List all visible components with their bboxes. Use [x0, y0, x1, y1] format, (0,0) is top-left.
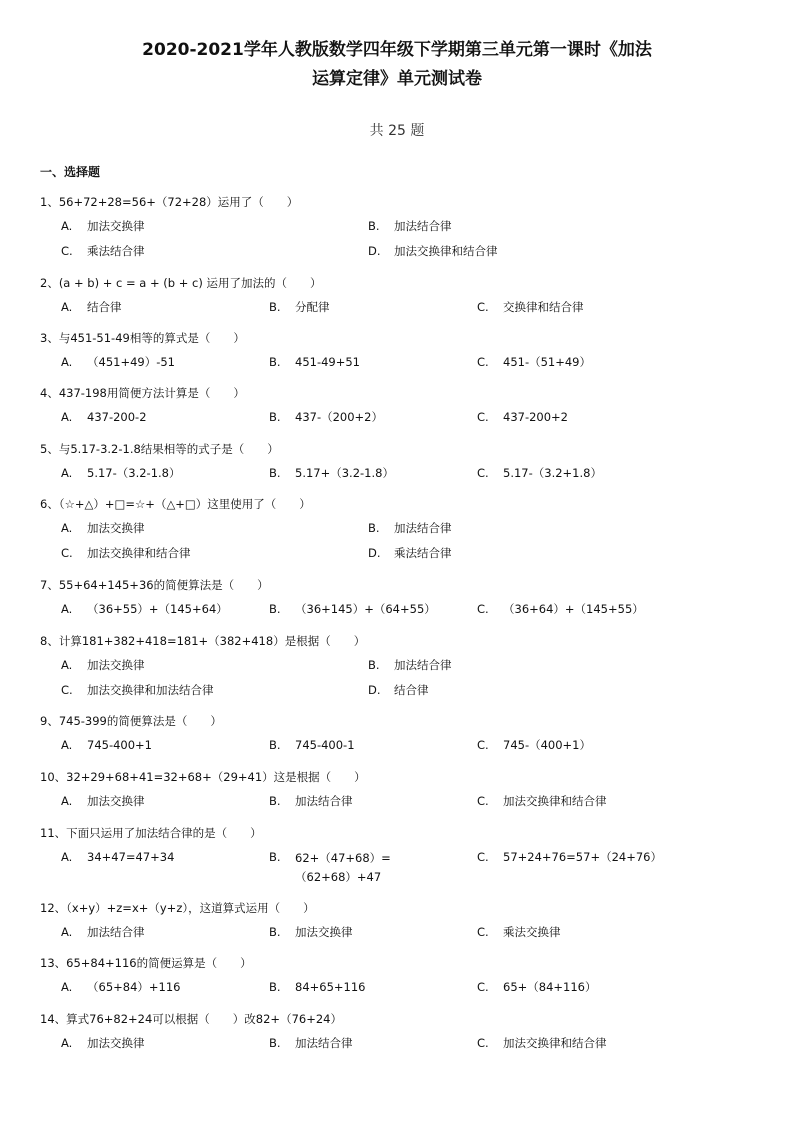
- answer-option[interactable]: [61, 1035, 145, 1051]
- option-label: B.: [269, 794, 281, 808]
- option-label: B.: [269, 850, 281, 864]
- option-label: B.: [269, 738, 281, 752]
- option-label: A.: [61, 850, 73, 864]
- answer-option[interactable]: [477, 601, 644, 617]
- question-stem: 13、65+84+116的简便运算是（ ）: [40, 956, 252, 970]
- question-count: 共 25 题: [369, 123, 425, 139]
- option-label: B.: [269, 925, 281, 939]
- option-label: C.: [477, 925, 489, 939]
- answer-option[interactable]: [477, 299, 584, 315]
- option-text: 乘法结合律: [87, 244, 145, 258]
- option-label: C.: [477, 850, 489, 864]
- answer-option[interactable]: [477, 849, 662, 865]
- answer-option[interactable]: [61, 657, 145, 673]
- option-text: 加法结合律: [394, 219, 452, 233]
- answer-option[interactable]: [61, 354, 175, 370]
- answer-option[interactable]: [477, 465, 602, 481]
- option-label: B.: [269, 355, 281, 369]
- option-label: A.: [61, 355, 73, 369]
- option-text: 加法结合律: [394, 658, 452, 672]
- option-text: 加法交换律和结合律: [87, 546, 191, 560]
- option-label: A.: [61, 1036, 73, 1050]
- answer-option[interactable]: [61, 601, 228, 617]
- option-text: 5.17+（3.2-1.8）: [295, 466, 394, 480]
- answer-option[interactable]: [477, 409, 568, 425]
- answer-option[interactable]: [61, 924, 145, 940]
- option-label: B.: [368, 658, 380, 672]
- answer-option[interactable]: [368, 682, 429, 698]
- option-label: B.: [368, 219, 380, 233]
- option-label: A.: [61, 658, 73, 672]
- answer-option[interactable]: [61, 465, 180, 481]
- question-stem: 3、与451-51-49相等的算式是（ ）: [40, 331, 245, 345]
- option-text: 加法交换律和结合律: [394, 244, 498, 258]
- answer-option[interactable]: [269, 354, 360, 370]
- answer-option[interactable]: [477, 1035, 607, 1051]
- option-text: 451-（51+49）: [503, 355, 592, 369]
- option-text: 加法交换律和结合律: [503, 1036, 607, 1050]
- option-label: C.: [477, 794, 489, 808]
- answer-option[interactable]: [61, 979, 181, 995]
- option-text: 加法交换律: [87, 794, 145, 808]
- option-label: A.: [61, 300, 73, 314]
- option-text: 加法交换律和加法结合律: [87, 683, 214, 697]
- question-stem: 14、算式76+82+24可以根据（ ）改82+（76+24）: [40, 1012, 342, 1026]
- section-title: 一、选择题: [40, 165, 101, 179]
- option-label: B.: [368, 521, 380, 535]
- answer-option[interactable]: [477, 793, 607, 809]
- answer-option[interactable]: [269, 299, 330, 315]
- option-label: A.: [61, 466, 73, 480]
- option-text: 57+24+76=57+（24+76）: [503, 850, 662, 864]
- answer-option[interactable]: [477, 737, 591, 753]
- answer-option[interactable]: [61, 849, 174, 865]
- option-text: 437-200+2: [503, 410, 569, 424]
- question-stem: 9、745-399的简便算法是（ ）: [40, 714, 222, 728]
- answer-option[interactable]: [61, 520, 145, 536]
- answer-option[interactable]: [269, 793, 353, 809]
- option-text: 加法交换律: [87, 521, 145, 535]
- option-label: A.: [61, 794, 73, 808]
- option-text: 分配律: [295, 300, 330, 314]
- option-text: 加法结合律: [295, 1036, 353, 1050]
- option-label: C.: [477, 355, 489, 369]
- option-text: 34+47=47+34: [87, 850, 175, 864]
- question-stem: 2、(a + b) + c = a + (b + c) 运用了加法的（ ）: [40, 276, 322, 290]
- answer-option[interactable]: [61, 545, 191, 561]
- document-title: [60, 36, 734, 94]
- option-label: A.: [61, 410, 73, 424]
- question-stem: 12、（x+y）+z=x+（y+z），这道算式运用（ ）: [40, 901, 315, 915]
- option-text: （65+84）+116: [87, 980, 181, 994]
- option-label: C.: [477, 738, 489, 752]
- answer-option[interactable]: [368, 657, 452, 673]
- option-label: A.: [61, 602, 73, 616]
- title-line-2: 运算定律》单元测试卷: [312, 69, 482, 89]
- option-label: A.: [61, 219, 73, 233]
- option-text: （36+145）+（64+55）: [295, 602, 436, 616]
- question-stem: 7、55+64+145+36的简便算法是（ ）: [40, 578, 269, 592]
- answer-option[interactable]: [368, 243, 498, 259]
- option-label: C.: [477, 410, 489, 424]
- option-text: 加法结合律: [394, 521, 452, 535]
- option-text: 加法交换律: [87, 219, 145, 233]
- option-text: （451+49）-51: [87, 355, 176, 369]
- option-label: A.: [61, 521, 73, 535]
- option-label: C.: [477, 1036, 489, 1050]
- answer-option[interactable]: [61, 218, 145, 234]
- option-text: 745-400+1: [87, 738, 153, 752]
- option-text: 437-（200+2）: [295, 410, 384, 424]
- option-label: D.: [368, 244, 381, 258]
- option-text: 745-（400+1）: [503, 738, 592, 752]
- option-text: 交换律和结合律: [503, 300, 584, 314]
- answer-option[interactable]: [477, 924, 561, 940]
- option-text: 乘法结合律: [394, 546, 452, 560]
- answer-option[interactable]: [477, 979, 597, 995]
- option-label: C.: [477, 980, 489, 994]
- question-stem: 1、56+72+28=56+（72+28）运用了（ ）: [40, 195, 299, 209]
- option-label: B.: [269, 466, 281, 480]
- answer-option[interactable]: [269, 1035, 353, 1051]
- option-label: C.: [477, 602, 489, 616]
- option-text: 5.17-（3.2+1.8）: [503, 466, 602, 480]
- option-text: 5.17-（3.2-1.8）: [87, 466, 181, 480]
- option-label: C.: [61, 546, 73, 560]
- option-label: C.: [61, 244, 73, 258]
- option-text: 加法交换律: [87, 658, 145, 672]
- answer-option[interactable]: [368, 545, 452, 561]
- option-label: C.: [61, 683, 73, 697]
- option-text: （36+64）+（145+55）: [503, 602, 644, 616]
- option-text: 451-49+51: [295, 355, 361, 369]
- answer-option[interactable]: [368, 520, 452, 536]
- answer-option[interactable]: [269, 924, 353, 940]
- answer-option[interactable]: [61, 299, 122, 315]
- answer-option[interactable]: [61, 737, 152, 753]
- option-label: C.: [477, 300, 489, 314]
- option-text: 加法结合律: [87, 925, 145, 939]
- option-text: （36+55）+（145+64）: [87, 602, 228, 616]
- option-text: 62+（47+68）=（62+68）+47: [295, 851, 391, 884]
- option-text: 437-200-2: [87, 410, 147, 424]
- answer-option[interactable]: [61, 793, 145, 809]
- option-label: D.: [368, 683, 381, 697]
- answer-option[interactable]: [269, 465, 394, 481]
- option-label: B.: [269, 1036, 281, 1050]
- option-text: 65+（84+116）: [503, 980, 597, 994]
- answer-option[interactable]: [61, 409, 147, 425]
- option-text: 745-400-1: [295, 738, 355, 752]
- option-text: 结合律: [87, 300, 122, 314]
- option-label: B.: [269, 980, 281, 994]
- option-text: 加法交换律: [295, 925, 353, 939]
- option-text: 加法交换律和结合律: [503, 794, 607, 808]
- answer-option[interactable]: [477, 354, 591, 370]
- question-stem: 10、32+29+68+41=32+68+（29+41）这是根据（ ）: [40, 770, 366, 784]
- answer-option[interactable]: [269, 601, 436, 617]
- option-label: C.: [477, 466, 489, 480]
- option-text: 加法结合律: [295, 794, 353, 808]
- question-stem: 5、与5.17-3.2-1.8结果相等的式子是（ ）: [40, 442, 279, 456]
- question-stem: 4、437-198用简便方法计算是（ ）: [40, 386, 245, 400]
- option-text: 84+65+116: [295, 980, 366, 994]
- answer-option[interactable]: [61, 682, 214, 698]
- option-text: 乘法交换律: [503, 925, 561, 939]
- answer-option[interactable]: [269, 979, 366, 995]
- option-label: A.: [61, 738, 73, 752]
- answer-option[interactable]: [269, 409, 383, 425]
- option-label: A.: [61, 925, 73, 939]
- option-label: B.: [269, 300, 281, 314]
- answer-option[interactable]: [368, 218, 452, 234]
- answer-option[interactable]: [61, 243, 145, 259]
- option-text: 加法交换律: [87, 1036, 145, 1050]
- question-stem: 8、计算181+382+418=181+（382+418）是根据（ ）: [40, 634, 366, 648]
- question-stem: 6、（☆+△）+□=☆+（△+□）这里使用了（ ）: [40, 497, 311, 511]
- option-label: B.: [269, 410, 281, 424]
- title-line-1: 2020-2021学年人教版数学四年级下学期第三单元第一课时《加法: [142, 40, 652, 60]
- option-label: B.: [269, 602, 281, 616]
- answer-option[interactable]: [269, 849, 467, 887]
- option-text: 结合律: [394, 683, 429, 697]
- question-stem: 11、下面只运用了加法结合律的是（ ）: [40, 826, 262, 840]
- option-label: A.: [61, 980, 73, 994]
- option-label: D.: [368, 546, 381, 560]
- answer-option[interactable]: [269, 737, 355, 753]
